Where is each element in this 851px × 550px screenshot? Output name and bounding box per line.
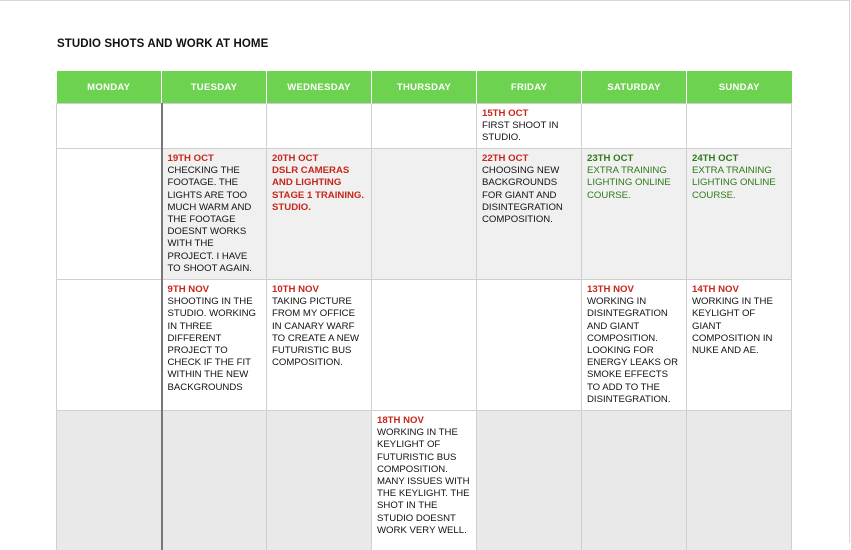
weekly-calendar-table <box>56 71 792 550</box>
entry-text: TAKING PICTURE FROM MY OFFICE IN CANARY WARF TO CREATE A NEW FUTURISTIC BUS COMPOSITION. <box>272 296 367 369</box>
calendar-cell-empty <box>57 149 162 280</box>
calendar-cell <box>267 280 372 411</box>
day-header-sunday: SUNDAY <box>687 71 792 104</box>
week-row <box>57 280 792 411</box>
calendar-cell-empty <box>57 280 162 411</box>
page-title: STUDIO SHOTS AND WORK AT HOME <box>57 38 268 50</box>
calendar-cell-empty <box>267 411 372 550</box>
entry-date: 13TH NOV <box>587 284 682 296</box>
week-row <box>57 411 792 550</box>
calendar-cell <box>267 149 372 280</box>
calendar-cell-empty <box>582 104 687 149</box>
calendar-cell <box>162 280 267 411</box>
day-header-friday: FRIDAY <box>477 71 582 104</box>
day-header-row <box>57 71 792 104</box>
calendar-cell-empty <box>57 104 162 149</box>
day-header-monday: MONDAY <box>57 71 162 104</box>
entry-date: 14TH NOV <box>692 284 787 296</box>
day-header-wednesday: WEDNESDAY <box>267 71 372 104</box>
entry-date: 10TH NOV <box>272 284 367 296</box>
day-header-saturday: SATURDAY <box>582 71 687 104</box>
entry-date: 23TH OCT <box>587 153 682 165</box>
calendar-cell-empty <box>687 411 792 550</box>
entry-text: SHOOTING IN THE STUDIO. WORKING IN THREE DIFFERENT PROJECT TO CHECK IF THE FIT WITHIN THE NEW BACKGROUNDS <box>168 296 263 394</box>
entry-text: CHECKING THE FOOTAGE. THE LIGHTS ARE TOO MUCH WARM AND THE FOOTAGE DOESNT WORKS WITH THE PROJECT. I HAVE TO SHOOT AGAIN. <box>168 165 263 275</box>
calendar-cell-empty <box>267 104 372 149</box>
calendar-cell-empty <box>372 280 477 411</box>
entry-text: WORKING IN THE KEYLIGHT OF GIANT COMPOSITION IN NUKE AND AE. <box>692 296 787 357</box>
entry-text: FIRST SHOOT IN STUDIO. <box>482 120 577 144</box>
calendar-cell-empty <box>162 104 267 149</box>
calendar-cell-empty <box>687 104 792 149</box>
calendar-cell <box>477 149 582 280</box>
calendar-cell <box>582 149 687 280</box>
calendar-cell <box>582 280 687 411</box>
entry-text: EXTRA TRAINING LIGHTING ONLINE COURSE. <box>692 165 787 202</box>
calendar-cell <box>162 149 267 280</box>
entry-text: EXTRA TRAINING LIGHTING ONLINE COURSE. <box>587 165 682 202</box>
entry-date: 18TH NOV <box>377 415 472 427</box>
calendar-cell-empty <box>372 149 477 280</box>
entry-date: 19TH OCT <box>168 153 263 165</box>
entry-date: 15TH OCT <box>482 108 577 120</box>
calendar-cell-empty <box>372 104 477 149</box>
calendar-cell <box>372 411 477 550</box>
calendar-cell-empty <box>477 280 582 411</box>
calendar-cell <box>477 104 582 149</box>
calendar-cell-empty <box>57 411 162 550</box>
day-header-thursday: THURSDAY <box>372 71 477 104</box>
entry-text: CHOOSING NEW BACKGROUNDS FOR GIANT AND DISINTEGRATION COMPOSITION. <box>482 165 577 226</box>
calendar-cell-empty <box>582 411 687 550</box>
entry-date: 24TH OCT <box>692 153 787 165</box>
calendar-cell-empty <box>162 411 267 550</box>
entry-text: WORKING IN THE KEYLIGHT OF FUTURISTIC BUS COMPOSITION. MANY ISSUES WITH THE KEYLIGHT. THE SHOT IN THE STUDIO DOESNT WORK VERY WELL. <box>377 427 472 537</box>
calendar-cell <box>687 280 792 411</box>
calendar-cell-empty <box>477 411 582 550</box>
entry-date: 20TH OCT <box>272 153 367 165</box>
entry-date: 9TH NOV <box>168 284 263 296</box>
calendar-cell <box>687 149 792 280</box>
entry-text: DSLR CAMERAS AND LIGHTING STAGE 1 TRAINING. STUDIO. <box>272 165 367 214</box>
entry-date: 22TH OCT <box>482 153 577 165</box>
week-row <box>57 104 792 149</box>
day-header-tuesday: TUESDAY <box>162 71 267 104</box>
entry-text: WORKING IN DISINTEGRATION AND GIANT COMPOSITION. LOOKING FOR ENERGY LEAKS OR SMOKE EFFECTS TO ADD TO THE DISINTEGRATION. <box>587 296 682 406</box>
week-row <box>57 149 792 280</box>
